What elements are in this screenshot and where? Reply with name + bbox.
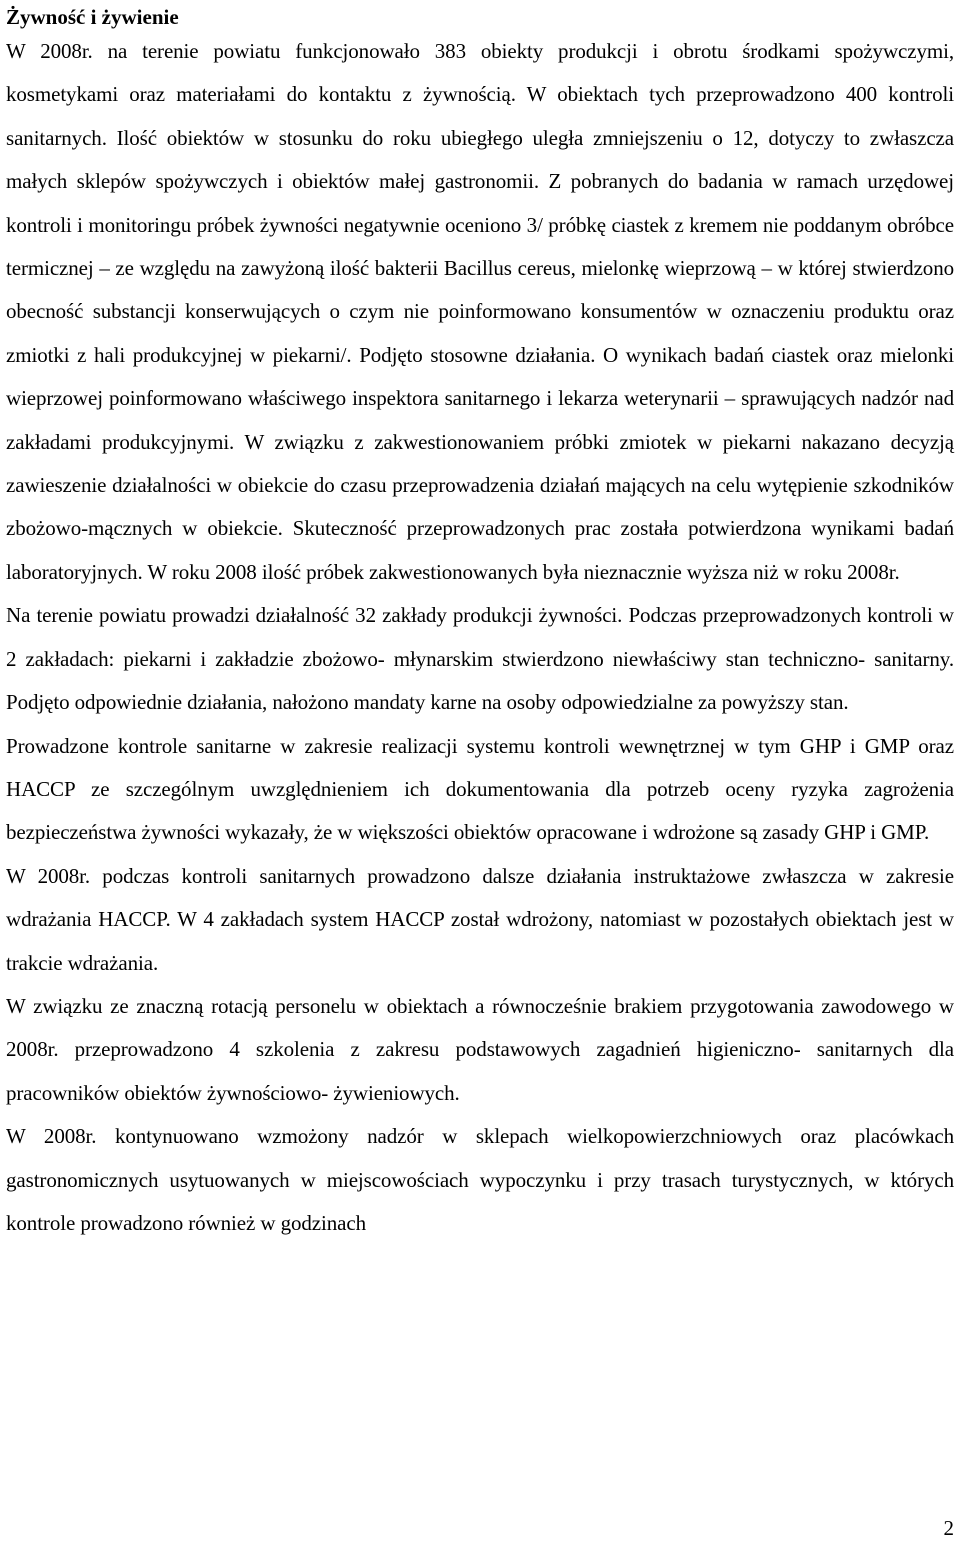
paragraph-supervision: W 2008r. kontynuowano wzmożony nadzór w sklepach wielkopowierzchniowych oraz placówkach gastronomicznych usytuowanych w miejscowościach wypoczynku i przy trasach turystycznych, w których kontrole prowadzono również w godzinach bbox=[6, 1124, 954, 1235]
paragraph-ghp-gmp-haccp: Prowadzone kontrole sanitarne w zakresie realizacji systemu kontroli wewnętrznej w tym GHP i GMP oraz HACCP ze szczególnym uwzględnieniem ich dokumentowania dla potrzeb oceny ryzyka zagrożenia bezpieczeństwa żywności wykazały, że w większości obiektów opracowane i wdrożone są zasady GHP i GMP. bbox=[6, 733, 954, 845]
paragraph-production-plants: Na terenie powiatu prowadzi działalność 32 zakłady produkcji żywności. Podczas przeprowadzonych kontroli w 2 zakładach: piekarni i zakładzie zbożowo- młynarskim stwierdzono niewłaściwy stan techniczno- sanitarny. Podjęto odpowiednie działania, nałożono mandaty karne na osoby odpowiedzialne za powyższy stan. bbox=[6, 603, 954, 715]
section-title: Żywność i żywienie bbox=[6, 5, 179, 29]
paragraph-trainings: W związku ze znaczną rotacją personelu w obiektach a równocześnie brakiem przygotowania zawodowego w 2008r. przeprowadzono 4 szkolenia z zakresu podstawowych zagadnień higieniczno- sanitarnych dla pracowników obiektów żywnościowo- żywieniowych. bbox=[6, 993, 954, 1105]
paragraph-food-objects: W 2008r. na terenie powiatu funkcjonowało 383 obiekty produkcji i obrotu środkami spożywczymi, kosmetykami oraz materiałami do kontaktu z żywnością. W obiektach tych przeprowadzono 400 kontroli sanitarnych. Ilość obiektów w stosunku do roku ubiegłego uległa zmniejszeniu o 12, dotyczy to zwłaszcza małych sklepów spożywczych i obiektów małej gastronomii. Z pobranych do badania w ramach urzędowej kontroli i monitoringu próbek żywności negatywnie oceniono 3/ próbkę ciastek z kremem nie poddanym obróbce termicznej – ze względu na zawyżoną ilość bakterii Bacillus cereus, mielonkę wieprzową – w której stwierdzono obecność substancji konserwujących o czym nie poinformowano konsumentów w oznaczeniu produktu oraz zmiotki z hali produkcyjnej w piekarni/. Podjęto stosowne działania. O wynikach badań ciastek oraz mielonki wieprzowej poinformowano właściwego inspektora sanitarnego i lekarza weterynarii – sprawujących nadzór nad zakładami produkcyjnymi. W związku z zakwestionowaniem próbki zmiotek w piekarni nakazano decyzją zawieszenie działalności w obiekcie do czasu przeprowadzenia działań mających na celu wytępienie szkodników zbożowo-mącznych w obiekcie. Skuteczność przeprowadzonych prac została potwierdzona wynikami badań laboratoryjnych. W roku 2008 ilość próbek zakwestionowanych była nieznacznie wyższa niż w roku 2008r. bbox=[6, 39, 954, 584]
paragraph-haccp-implementation: W 2008r. podczas kontroli sanitarnych prowadzono dalsze działania instruktażowe zwłaszcza w zakresie wdrażania HACCP. W 4 zakładach system HACCP został wdrożony, natomiast w pozostałych obiektach jest w trakcie wdrażania. bbox=[6, 863, 954, 975]
page-number: 2 bbox=[943, 1516, 954, 1540]
